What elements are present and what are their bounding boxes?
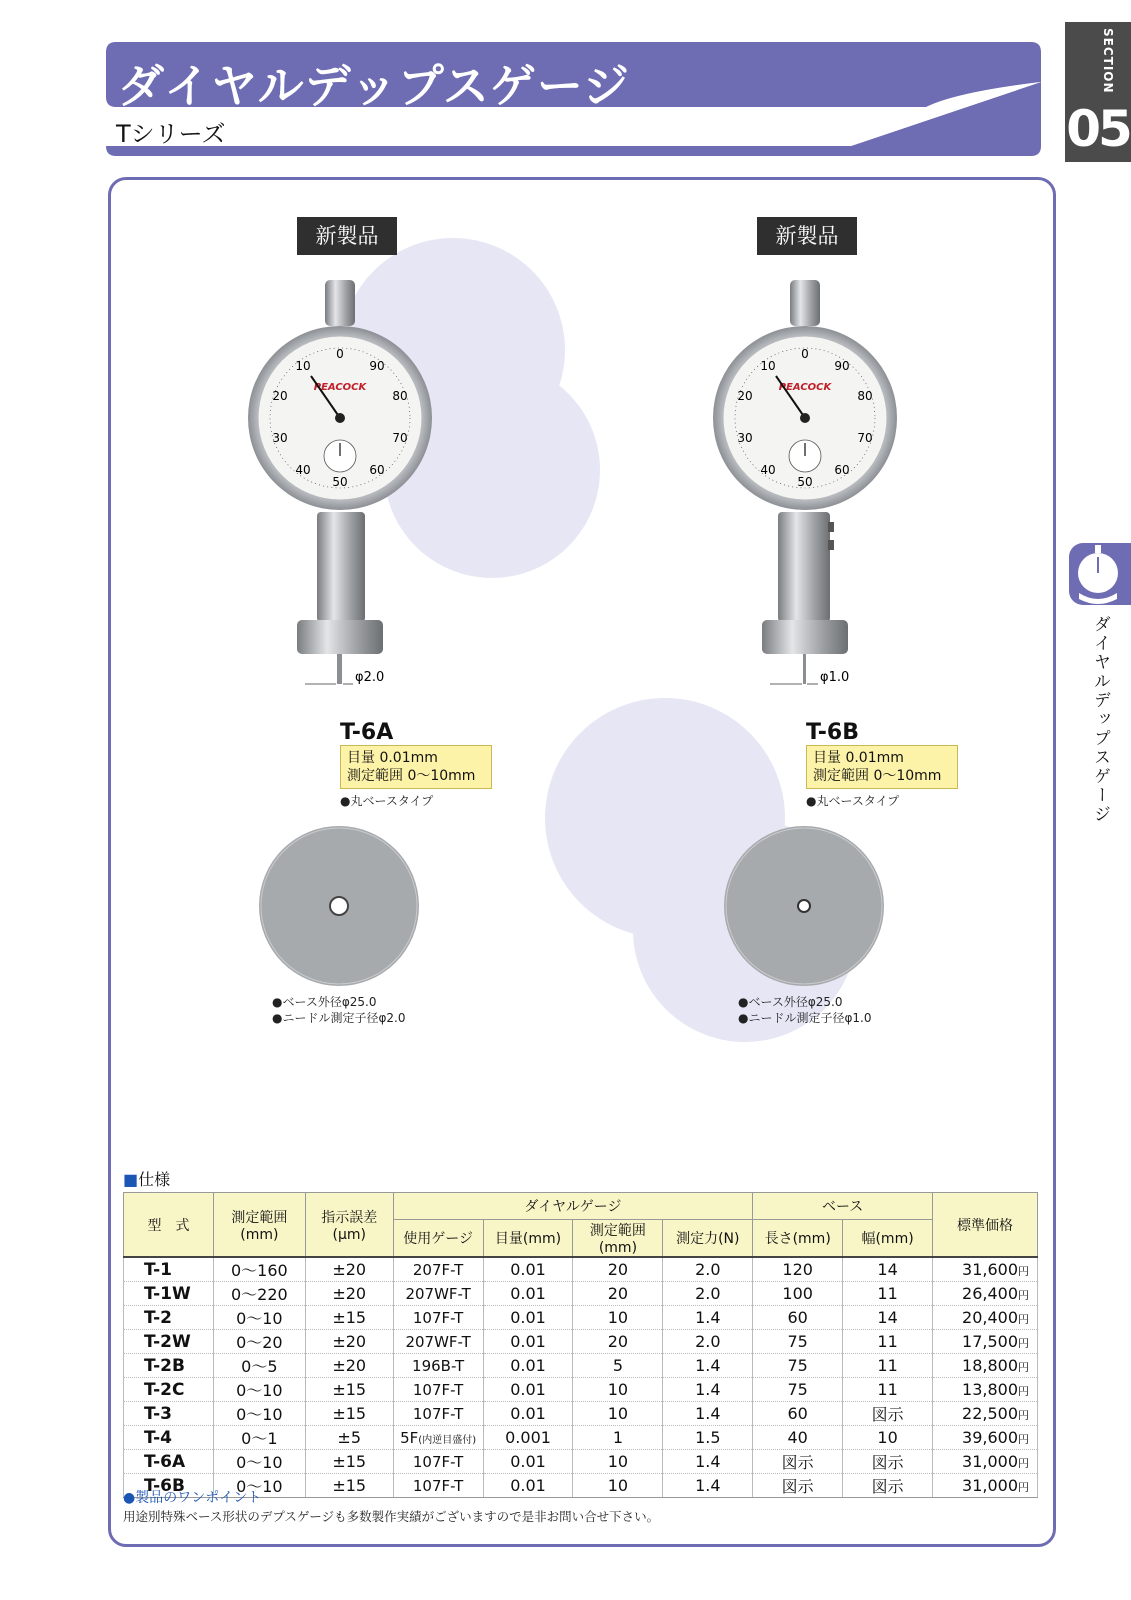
page-title: ダイヤルデップスゲージ (118, 59, 630, 113)
cell-force-value: 1.4 (695, 1452, 721, 1471)
yen-unit: 円 (1018, 1385, 1029, 1398)
cell-gauge (393, 1474, 483, 1498)
header-force: 測定力(N) (663, 1220, 753, 1258)
spec-heading-label: 仕様 (138, 1170, 171, 1189)
cell-width (843, 1474, 933, 1498)
cell-grad-value: 0.01 (510, 1476, 546, 1495)
cell-dial-range-value: 20 (607, 1332, 629, 1351)
cell-model (124, 1378, 214, 1402)
table-row (124, 1257, 1038, 1282)
header-width: 幅(mm) (843, 1220, 933, 1258)
cell-error-value: ±15 (332, 1308, 367, 1327)
cell-width (843, 1257, 933, 1282)
cell-length (753, 1402, 843, 1426)
cell-gauge (393, 1426, 483, 1450)
cell-length-value: 75 (787, 1332, 808, 1351)
cell-range-value: 0〜10 (236, 1405, 283, 1424)
cell-model (124, 1450, 214, 1474)
onepoint-body: 用途別特殊ベース形状のデプスゲージも多数製作実績がございますので是非お問い合せ下さい。 (123, 1509, 660, 1524)
table-row (124, 1378, 1038, 1402)
cell-force-value: 1.4 (695, 1404, 721, 1423)
cell-length-value: 図示 (781, 1477, 814, 1496)
model-name: T-6A (340, 720, 394, 745)
dial-number: 80 (392, 389, 408, 403)
cell-error-value: ±15 (332, 1404, 367, 1423)
spec-table-body (124, 1257, 1038, 1498)
dial-number: 0 (336, 347, 344, 361)
cell-gauge-value: 5F (400, 1428, 419, 1447)
header-range-unit: (mm) (240, 1226, 279, 1243)
cell-gauge-value: 107F-T (412, 1476, 464, 1495)
cell-length-value: 75 (787, 1356, 808, 1375)
cell-dial-range (573, 1378, 663, 1402)
cell-model (124, 1257, 214, 1282)
cell-range-value: 0〜10 (236, 1381, 283, 1400)
spec-line: 測定範囲 0〜10mm (813, 768, 942, 784)
cell-price (933, 1282, 1038, 1306)
model-name: T-6B (806, 720, 859, 745)
cell-force (663, 1354, 753, 1378)
dial-number: 40 (760, 463, 776, 477)
cell-model-value: T-1 (144, 1259, 172, 1280)
cell-gauge-value: 107F-T (412, 1452, 464, 1471)
page-subtitle: Tシリーズ (116, 120, 226, 148)
cell-range (213, 1257, 305, 1282)
header-error (305, 1193, 393, 1258)
type-note: ●丸ベースタイプ (340, 794, 434, 808)
cell-gauge (393, 1402, 483, 1426)
spec-box (340, 745, 492, 789)
cell-range (213, 1450, 305, 1474)
cell-model (124, 1426, 214, 1450)
cell-error-value: ±15 (332, 1476, 367, 1495)
cell-model-value: T-4 (144, 1427, 172, 1448)
cell-range (213, 1282, 305, 1306)
cell-error (305, 1450, 393, 1474)
cell-force (663, 1378, 753, 1402)
header-range (213, 1193, 305, 1258)
cell-grad (483, 1257, 573, 1282)
cell-gauge-value: 107F-T (412, 1404, 464, 1423)
cell-force-value: 2.0 (695, 1284, 721, 1303)
cell-error (305, 1426, 393, 1450)
cell-grad (483, 1402, 573, 1426)
dial-number: 40 (295, 463, 311, 477)
cell-gauge-value: 107F-T (412, 1308, 464, 1327)
cell-length (753, 1282, 843, 1306)
spec-line: 測定範囲 0〜10mm (347, 768, 476, 784)
dial-number: 10 (760, 359, 776, 373)
cell-length-value: 40 (787, 1428, 808, 1447)
square-bullet-icon: ■ (123, 1170, 139, 1189)
cell-grad-value: 0.01 (510, 1404, 546, 1423)
header-model: 型 式 (124, 1193, 214, 1258)
cell-model (124, 1282, 214, 1306)
cell-price (933, 1474, 1038, 1498)
cell-force (663, 1257, 753, 1282)
spec-heading (123, 1167, 170, 1190)
cell-length (753, 1330, 843, 1354)
cell-grad (483, 1354, 573, 1378)
yen-unit: 円 (1018, 1289, 1029, 1302)
dial-number: 60 (369, 463, 385, 477)
cell-price (933, 1450, 1038, 1474)
cell-grad (483, 1378, 573, 1402)
cell-range (213, 1426, 305, 1450)
cell-grad-value: 0.01 (510, 1260, 546, 1279)
cell-model-value: T-2W (144, 1331, 191, 1352)
cell-width (843, 1402, 933, 1426)
cell-grad-value: 0.01 (510, 1284, 546, 1303)
header-dial-group: ダイヤルゲージ (393, 1193, 753, 1220)
cell-dial-range (573, 1402, 663, 1426)
table-row (124, 1330, 1038, 1354)
gauge-note: (内逆目盛付) (418, 1434, 477, 1446)
table-row (124, 1402, 1038, 1426)
section-number: 05 (1066, 100, 1130, 158)
cell-width-value: 図示 (871, 1453, 904, 1472)
dial-number: 10 (295, 359, 311, 373)
cell-force (663, 1450, 753, 1474)
cell-grad (483, 1426, 573, 1450)
yen-unit: 円 (1018, 1409, 1029, 1422)
cell-gauge (393, 1282, 483, 1306)
table-row (124, 1450, 1038, 1474)
base-note: ●ニードル測定子径φ1.0 (738, 1011, 872, 1025)
base-note: ●ベース外径φ25.0 (738, 995, 843, 1009)
cell-width (843, 1354, 933, 1378)
base-note: ●ニードル測定子径φ2.0 (272, 1011, 406, 1025)
cell-width (843, 1378, 933, 1402)
cell-dial-range-value: 10 (607, 1308, 629, 1327)
yen-unit: 円 (1018, 1457, 1029, 1470)
type-note: ●丸ベースタイプ (806, 794, 900, 808)
cell-range-value: 0〜1 (241, 1429, 278, 1448)
cell-force (663, 1306, 753, 1330)
cell-gauge (393, 1450, 483, 1474)
cell-range (213, 1306, 305, 1330)
cell-error-value: ±20 (332, 1260, 367, 1279)
cell-price-value: 22,500 (962, 1404, 1018, 1423)
needle-diameter-label: φ1.0 (820, 670, 850, 685)
cell-width-value: 14 (877, 1308, 898, 1327)
cell-force-value: 2.0 (695, 1260, 721, 1279)
dial-number: 60 (834, 463, 850, 477)
cell-gauge-value: 207WF-T (405, 1284, 471, 1303)
cell-dial-range-value: 10 (607, 1380, 629, 1399)
cell-error-value: ±20 (332, 1356, 367, 1375)
cell-model-value: T-2B (144, 1355, 185, 1376)
table-row (124, 1354, 1038, 1378)
cell-force-value: 2.0 (695, 1332, 721, 1351)
cell-dial-range-value: 20 (607, 1284, 629, 1303)
cell-force-value: 1.4 (695, 1476, 721, 1495)
cell-price-value: 18,800 (962, 1356, 1018, 1375)
dial-number: 70 (392, 431, 408, 445)
cell-length (753, 1354, 843, 1378)
cell-width-value: 図示 (871, 1405, 904, 1424)
cell-gauge (393, 1378, 483, 1402)
cell-dial-range-value: 5 (612, 1356, 624, 1375)
dial-depth-gauge-image (245, 278, 445, 718)
cell-force (663, 1330, 753, 1354)
cell-force-value: 1.4 (695, 1380, 721, 1399)
cell-gauge (393, 1306, 483, 1330)
base-note: ●ベース外径φ25.0 (272, 995, 377, 1009)
cell-model (124, 1402, 214, 1426)
spec-line: 目量 0.01mm (347, 750, 438, 766)
cell-range-value: 0〜220 (230, 1285, 288, 1304)
cell-grad (483, 1450, 573, 1474)
cell-error-value: ±5 (337, 1428, 362, 1447)
dial-number: 50 (797, 475, 813, 489)
cell-range (213, 1354, 305, 1378)
cell-model (124, 1330, 214, 1354)
cell-width (843, 1450, 933, 1474)
cell-range (213, 1378, 305, 1402)
dial-number: 90 (369, 359, 385, 373)
cell-dial-range (573, 1257, 663, 1282)
cell-dial-range (573, 1282, 663, 1306)
cell-length (753, 1378, 843, 1402)
cell-gauge (393, 1354, 483, 1378)
cell-grad (483, 1474, 573, 1498)
spec-line: 目量 0.01mm (813, 750, 904, 766)
cell-length-value: 60 (787, 1404, 808, 1423)
table-row (124, 1426, 1038, 1450)
cell-length-value: 100 (782, 1284, 813, 1303)
cell-gauge (393, 1330, 483, 1354)
cell-grad-value: 0.01 (510, 1332, 546, 1351)
cell-length-value: 図示 (781, 1453, 814, 1472)
table-row (124, 1306, 1038, 1330)
cell-price-value: 39,600 (962, 1428, 1018, 1447)
cell-grad-value: 0.01 (510, 1452, 546, 1471)
dial-number: 20 (272, 389, 288, 403)
dial-number: 20 (737, 389, 753, 403)
cell-price-value: 13,800 (962, 1380, 1018, 1399)
cell-error-value: ±20 (332, 1284, 367, 1303)
cell-model (124, 1354, 214, 1378)
dial-number: 30 (737, 431, 753, 445)
cell-error (305, 1257, 393, 1282)
cell-error-value: ±15 (332, 1380, 367, 1399)
cell-force (663, 1282, 753, 1306)
cell-length (753, 1474, 843, 1498)
cell-price-value: 31,000 (962, 1452, 1018, 1471)
cell-error-value: ±15 (332, 1452, 367, 1471)
table-row (124, 1282, 1038, 1306)
cell-price-value: 26,400 (962, 1284, 1018, 1303)
cell-range-value: 0〜10 (236, 1477, 283, 1496)
cell-price-value: 17,500 (962, 1332, 1018, 1351)
cell-length (753, 1426, 843, 1450)
cell-error (305, 1378, 393, 1402)
cell-force (663, 1426, 753, 1450)
cell-grad (483, 1282, 573, 1306)
cell-error (305, 1306, 393, 1330)
cell-grad (483, 1306, 573, 1330)
cell-model-value: T-2C (144, 1379, 185, 1400)
header-price: 標準価格 (933, 1193, 1038, 1258)
cell-model-value: T-1W (144, 1283, 191, 1304)
cell-dial-range (573, 1306, 663, 1330)
new-product-badge: 新製品 (297, 217, 397, 255)
cell-price (933, 1378, 1038, 1402)
cell-width-value: 10 (877, 1428, 898, 1447)
dial-number: 50 (332, 475, 348, 489)
cell-range-value: 0〜160 (230, 1261, 288, 1280)
header-dial-range: 測定範囲(mm) (573, 1220, 663, 1258)
cell-width (843, 1426, 933, 1450)
base-plate-image (720, 822, 890, 992)
cell-range (213, 1330, 305, 1354)
cell-error (305, 1402, 393, 1426)
new-product-badge: 新製品 (757, 217, 857, 255)
cell-dial-range (573, 1426, 663, 1450)
header-range-label: 測定範囲 (231, 1209, 288, 1226)
cell-width-value: 11 (877, 1332, 898, 1351)
cell-range-value: 0〜10 (236, 1309, 283, 1328)
cell-dial-range (573, 1330, 663, 1354)
cell-width-value: 11 (877, 1380, 898, 1399)
header-error-label: 指示誤差 (321, 1209, 378, 1226)
cell-dial-range-value: 1 (612, 1428, 624, 1447)
dial-depth-gauge-image (710, 278, 910, 718)
cell-force-value: 1.5 (695, 1428, 721, 1447)
cell-width-value: 図示 (871, 1477, 904, 1496)
side-category-label: ダイヤルデップスゲージ (1090, 615, 1110, 824)
cell-grad-value: 0.01 (510, 1380, 546, 1399)
cell-force (663, 1474, 753, 1498)
cell-model-value: T-3 (144, 1403, 172, 1424)
cell-dial-range (573, 1354, 663, 1378)
cell-length-value: 60 (787, 1308, 808, 1327)
dial-number: 0 (801, 347, 809, 361)
cell-width-value: 14 (877, 1260, 898, 1279)
cell-force (663, 1402, 753, 1426)
cell-width (843, 1306, 933, 1330)
cell-price-value: 20,400 (962, 1308, 1018, 1327)
yen-unit: 円 (1018, 1433, 1029, 1446)
cell-model-value: T-2 (144, 1307, 172, 1328)
cell-range-value: 0〜10 (236, 1453, 283, 1472)
yen-unit: 円 (1018, 1481, 1029, 1494)
cell-price-value: 31,000 (962, 1476, 1018, 1495)
dial-number: 90 (834, 359, 850, 373)
cell-gauge-value: 107F-T (412, 1380, 464, 1399)
yen-unit: 円 (1018, 1313, 1029, 1326)
needle-diameter-label: φ2.0 (355, 670, 385, 685)
cell-length-value: 120 (782, 1260, 813, 1279)
cell-price-value: 31,600 (962, 1260, 1018, 1279)
cell-dial-range (573, 1474, 663, 1498)
cell-error-value: ±20 (332, 1332, 367, 1351)
cell-force-value: 1.4 (695, 1356, 721, 1375)
cell-length (753, 1257, 843, 1282)
cell-range-value: 0〜20 (236, 1333, 283, 1352)
cell-dial-range-value: 10 (607, 1404, 629, 1423)
cell-error (305, 1330, 393, 1354)
cell-dial-range-value: 20 (607, 1260, 629, 1279)
cell-length (753, 1306, 843, 1330)
dial-number: 30 (272, 431, 288, 445)
cell-price (933, 1354, 1038, 1378)
cell-price (933, 1306, 1038, 1330)
brand-logo: PEACOCK (778, 382, 832, 393)
cell-gauge-value: 207F-T (412, 1260, 464, 1279)
header-length: 長さ(mm) (753, 1220, 843, 1258)
cell-gauge-value: 207WF-T (405, 1332, 471, 1351)
cell-model-value: T-6A (144, 1451, 186, 1472)
header-grad: 目量(mm) (483, 1220, 573, 1258)
cell-length-value: 75 (787, 1380, 808, 1399)
section-word: SECTION (1101, 28, 1115, 94)
cell-model-value: T-6B (144, 1475, 185, 1496)
yen-unit: 円 (1018, 1337, 1029, 1350)
onepoint-heading: ●製品のワンポイント (123, 1490, 262, 1506)
spec-table (123, 1192, 1038, 1498)
cell-width-value: 11 (877, 1284, 898, 1303)
spec-box (806, 745, 958, 789)
header-base-group: ベース (753, 1193, 933, 1220)
dial-number: 80 (857, 389, 873, 403)
cell-price (933, 1257, 1038, 1282)
cell-price (933, 1402, 1038, 1426)
cell-width (843, 1330, 933, 1354)
brand-logo: PEACOCK (313, 382, 367, 393)
cell-dial-range (573, 1450, 663, 1474)
cell-error (305, 1474, 393, 1498)
cell-dial-range-value: 10 (607, 1452, 629, 1471)
yen-unit: 円 (1018, 1361, 1029, 1374)
cell-price (933, 1330, 1038, 1354)
cell-gauge (393, 1257, 483, 1282)
yen-unit: 円 (1018, 1265, 1029, 1278)
cell-grad-value: 0.01 (510, 1356, 546, 1375)
header-error-unit: (μm) (332, 1226, 366, 1243)
cell-error (305, 1354, 393, 1378)
base-plate-image (255, 822, 425, 992)
dial-number: 70 (857, 431, 873, 445)
cell-grad-value: 0.01 (510, 1308, 546, 1327)
header-gauge: 使用ゲージ (393, 1220, 483, 1258)
cell-grad (483, 1330, 573, 1354)
cell-length (753, 1450, 843, 1474)
cell-range-value: 0〜5 (241, 1357, 278, 1376)
cell-force-value: 1.4 (695, 1308, 721, 1327)
cell-gauge-value: 196B-T (412, 1356, 465, 1375)
cell-price (933, 1426, 1038, 1450)
cell-width (843, 1282, 933, 1306)
cell-error (305, 1282, 393, 1306)
cell-range (213, 1402, 305, 1426)
cell-grad-value: 0.001 (505, 1428, 551, 1447)
cell-model (124, 1306, 214, 1330)
cell-width-value: 11 (877, 1356, 898, 1375)
cell-dial-range-value: 10 (607, 1476, 629, 1495)
